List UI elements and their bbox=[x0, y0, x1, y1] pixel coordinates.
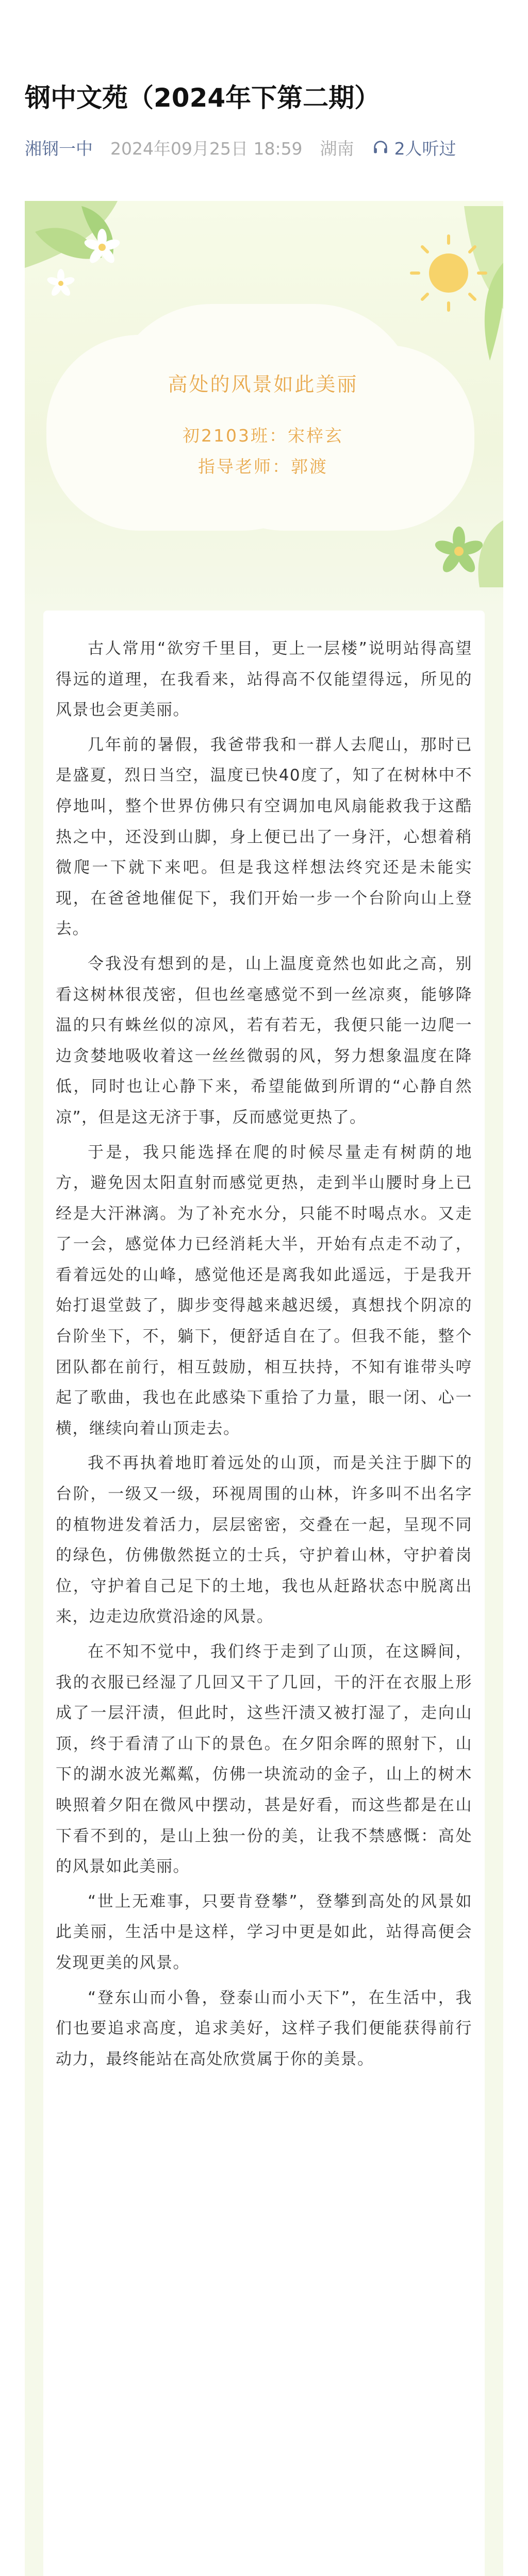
publish-date: 2024年09月25日 18:59 bbox=[110, 138, 303, 159]
leaf-icon bbox=[25, 201, 159, 314]
essay-paragraph: “世上无难事，只要肯登攀”，登攀到高处的风景如此美丽，生活中是这样，学习中更是如此，站得高便会发现更美的风景。 bbox=[56, 1892, 472, 1972]
publish-region: 湖南 bbox=[320, 138, 354, 159]
essay-paragraph: 几年前的暑假，我爸带我和一群人去爬山，那时已是盛夏，烈日当空，温度已快40度了，知了在树林中不停地叫，整个世界仿佛只有空调加电风扇能救我于这酷热之中，还没到山脚，身上便已出了一身汗，心想着稍微爬一下就下来吧。但是我这样想法终究还是未能实现，在爸爸地催促下，我们开始一步一个台阶向山上登去。 bbox=[56, 735, 472, 939]
listen-button[interactable] bbox=[372, 135, 456, 160]
advisor-teacher: 指导老师：郭渡 bbox=[198, 456, 328, 477]
flower-icon bbox=[423, 515, 503, 587]
headphone-icon bbox=[372, 139, 389, 156]
essay-paragraph: 在不知不觉中，我们终于走到了山顶，在这瞬间，我的衣服已经湿了几回又干了几回，干的汗在衣服上形成了一层汗渍，但此时，这些汗渍又被打湿了，走向山顶，终于看清了山下的景色。在夕阳余晖的照射下，山下的湖水波光粼粼，仿佛一块流动的金子，山上的树木映照着夕阳在微风中摆动，甚是好看，而这些都是在山下看不到的，是山上独一份的美，让我不禁感慨：高处的风景如此美丽。 bbox=[56, 1642, 472, 1876]
essay-title: 高处的风景如此美丽 bbox=[168, 373, 358, 396]
author-class: 初2103班：宋梓玄 bbox=[183, 426, 343, 446]
article-meta bbox=[25, 132, 456, 163]
essay-paragraph: “登东山而小鲁，登泰山而小天下”，在生活中，我们也要追求高度，追求美好，这样子我们便能获得前行动力，最终能站在高处欣赏属于你的美景。 bbox=[56, 1988, 472, 2069]
sun-icon bbox=[392, 206, 503, 371]
essay-body bbox=[56, 634, 472, 2079]
account-link[interactable]: 湘钢一中 bbox=[25, 138, 93, 159]
article-title: 钢中文苑（2024年下第二期） bbox=[25, 83, 381, 113]
listen-count: 2人听过 bbox=[394, 138, 456, 159]
essay-paragraph: 令我没有想到的是，山上温度竟然也如此之高，别看这树林很茂密，但也丝毫感觉不到一丝凉爽，能够降温的只有蛛丝似的凉风，若有若无，我便只能一边爬一边贪婪地吸收着这一丝丝微弱的风，努力想象温度在降低，同时也让心静下来，希望能做到所谓的“心静自然凉”，但是这无济于事，反而感觉更热了。 bbox=[56, 954, 472, 1127]
essay-paragraph: 古人常用“欲穷千里目，更上一层楼”说明站得高望得远的道理，在我看来，站得高不仅能望得远，所见的风景也会更美丽。 bbox=[56, 639, 472, 720]
title-cloud bbox=[108, 304, 418, 520]
essay-paragraph: 我不再执着地盯着远处的山顶，而是关注于脚下的台阶，一级又一级，环视周围的山林，许多叫不出名字的植物进发着活力，层层密密，交叠在一起，呈现不同的绿色，仿佛傲然挺立的士兵，守护着山林，守护着岗位，守护着自己足下的土地，我也从赶路状态中脱离出来，边走边欣赏沿途的风景。 bbox=[56, 1454, 472, 1626]
essay-paragraph: 于是，我只能选择在爬的时候尽量走有树荫的地方，避免因太阳直射而感觉更热，走到半山腰时身上已经是大汗淋漓。为了补充水分，只能不时喝点水。又走了一会，感觉体力已经消耗大半，开始有点走不动了，看着远处的山峰，感觉他还是离我如此遥远，于是我开始打退堂鼓了，脚步变得越来越迟缓，真想找个阴凉的台阶坐下，不，躺下，便舒适自在了。但我不能，整个团队都在前行，相互鼓励，相互扶持，不知有谁带头哼起了歌曲，我也在此感染下重拾了力量，眼一闭、心一横，继续向着山顶走去。 bbox=[56, 1143, 472, 1438]
